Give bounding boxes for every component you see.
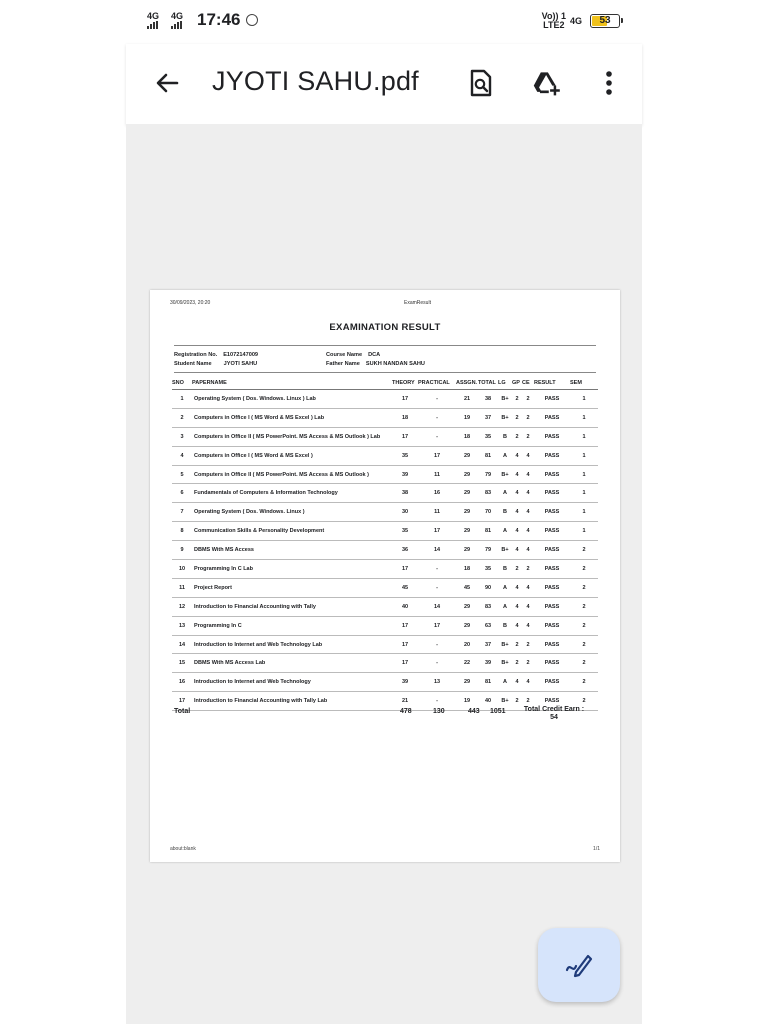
table-cell: 39 [392,465,418,484]
edit-pen-icon [564,948,594,983]
col-gp: GP [512,380,522,390]
table-cell: Computers in Office I ( MS Word & MS Excel ) [192,446,392,465]
col-theory: THEORY [392,380,418,390]
table-cell: B [498,503,512,522]
table-cell: 1 [570,503,598,522]
signal-sim2-icon: 4G [171,12,189,29]
find-in-page-icon[interactable] [466,68,496,98]
table-cell: 1 [570,522,598,541]
table-cell: 29 [456,465,478,484]
table-row [172,597,598,616]
table-cell: 13 [418,673,456,692]
table-cell: 16 [172,673,192,692]
table-cell: 4 [512,484,522,503]
table-cell: PASS [534,408,570,427]
network-type-icon: 4G [569,15,582,26]
table-cell: 2 [570,635,598,654]
table-cell: PASS [534,560,570,579]
print-page-title: ExamResult [404,300,431,306]
table-cell: PASS [534,692,570,711]
table-cell: 16 [418,484,456,503]
table-cell: 3 [172,427,192,446]
table-cell: 14 [418,597,456,616]
table-cell: - [418,408,456,427]
table-cell: Introduction to Financial Accounting with Tally [192,597,392,616]
table-cell: 19 [456,692,478,711]
print-footer-page: 1/1 [593,846,600,852]
table-cell: - [418,427,456,446]
table-cell: Operating System ( Dos. Windows. Linux ) Lab [192,390,392,409]
table-cell: 4 [522,578,534,597]
table-cell: 2 [172,408,192,427]
table-cell: 17 [392,427,418,446]
table-cell: 45 [456,578,478,597]
table-cell: A [498,522,512,541]
table-cell: Programming In C [192,616,392,635]
table-cell: 2 [512,408,522,427]
table-cell: 17 [418,446,456,465]
table-cell: 18 [456,427,478,446]
table-cell: A [498,484,512,503]
table-cell: 39 [392,673,418,692]
table-cell: 79 [478,465,498,484]
table-header [172,380,598,390]
table-cell: B+ [498,390,512,409]
col-practical: PRACTICAL [418,380,456,390]
table-cell: 10 [172,560,192,579]
table-cell: PASS [534,597,570,616]
table-cell: 19 [456,408,478,427]
table-cell: 2 [570,578,598,597]
status-bar [0,0,768,44]
table-cell: 4 [522,541,534,560]
table-cell: 18 [456,560,478,579]
table-cell: Introduction to Internet and Web Technology Lab [192,635,392,654]
table-row [172,654,598,673]
total-label: Total [174,708,191,715]
col-ce: CE [522,380,534,390]
table-cell: 35 [478,560,498,579]
drive-add-icon[interactable] [532,68,562,98]
table-cell: 81 [478,673,498,692]
col-sem: SEM [570,380,598,390]
table-cell: 4 [512,673,522,692]
table-cell: PASS [534,522,570,541]
table-cell: - [418,635,456,654]
table-cell: 17 [418,522,456,541]
student-info: Student Name JYOTI SAHU [174,361,258,367]
table-row [172,427,598,446]
table-cell: 22 [456,654,478,673]
table-row [172,446,598,465]
table-cell: - [418,390,456,409]
course-info: Course Name DCA [326,352,381,358]
table-cell: 21 [392,692,418,711]
table-cell: 17 [392,635,418,654]
table-cell: 18 [392,408,418,427]
table-cell: 45 [392,578,418,597]
table-cell: 35 [478,427,498,446]
table-cell: 4 [522,597,534,616]
table-cell: 6 [172,484,192,503]
table-cell: 21 [456,390,478,409]
battery-icon [590,14,620,28]
table-cell: 4 [512,446,522,465]
table-row [172,673,598,692]
table-cell: A [498,597,512,616]
table-cell: 17 [392,560,418,579]
table-cell: 20 [456,635,478,654]
table-cell: 2 [570,692,598,711]
table-cell: 29 [456,541,478,560]
table-cell: 4 [522,673,534,692]
col-assgn: ASSGN. [456,380,478,390]
table-cell: A [498,578,512,597]
table-cell: 17 [172,692,192,711]
table-row [172,390,598,409]
volte-indicator: Vo)) 1 LTE2 [541,11,566,30]
table-cell: 2 [522,692,534,711]
table-cell: 2 [522,390,534,409]
table-cell: - [418,560,456,579]
table-cell: 4 [522,446,534,465]
table-cell: 2 [522,654,534,673]
table-cell: 29 [456,484,478,503]
table-cell: 1 [570,484,598,503]
table-cell: PASS [534,484,570,503]
table-cell: 14 [418,541,456,560]
table-cell: 2 [570,654,598,673]
table-row [172,578,598,597]
total-total: 1051 [490,708,506,715]
table-cell: 4 [522,503,534,522]
table-cell: 39 [478,654,498,673]
pdf-viewer[interactable] [126,124,642,1024]
table-cell: 1 [570,465,598,484]
table-row [172,503,598,522]
table-cell: 36 [392,541,418,560]
table-cell: B+ [498,654,512,673]
total-credit: Total Credit Earn : 54 [523,706,585,721]
table-cell: 29 [456,616,478,635]
table-cell: Computers in Office I ( MS Word & MS Excel ) Lab [192,408,392,427]
table-cell: A [498,673,512,692]
table-cell: 2 [522,560,534,579]
table-cell: Computers in Office II ( MS PowerPoint. MS Access & MS Outlook ) [192,465,392,484]
table-cell: B [498,427,512,446]
table-cell: - [418,578,456,597]
table-cell: B [498,616,512,635]
table-cell: - [418,654,456,673]
table-cell: Introduction to Financial Accounting with Tally Lab [192,692,392,711]
table-cell: PASS [534,635,570,654]
table-row [172,616,598,635]
total-theory: 478 [400,708,412,715]
table-cell: 1 [570,408,598,427]
table-cell: 63 [478,616,498,635]
table-row [172,560,598,579]
table-cell: 2 [512,635,522,654]
table-cell: 5 [172,465,192,484]
table-cell: 17 [392,616,418,635]
print-footer-url: about:blank [170,846,196,852]
table-cell: 30 [392,503,418,522]
table-cell: 4 [512,465,522,484]
father-info: Father Name SUKH NANDAN SAHU [326,361,425,367]
col-sno: SNO [172,380,192,390]
table-cell: 17 [418,616,456,635]
table-cell: 7 [172,503,192,522]
table-cell: 9 [172,541,192,560]
table-cell: 4 [512,503,522,522]
pdf-page [150,290,620,862]
table-cell: 2 [512,390,522,409]
table-cell: 14 [172,635,192,654]
table-cell: 1 [570,427,598,446]
table-cell: 11 [172,578,192,597]
table-cell: PASS [534,446,570,465]
table-cell: B+ [498,635,512,654]
back-arrow-icon[interactable] [152,68,182,98]
app-bar [126,44,642,125]
table-cell: Introduction to Internet and Web Technology [192,673,392,692]
table-row [172,408,598,427]
table-cell: 38 [392,484,418,503]
table-cell: PASS [534,465,570,484]
col-result: RESULT [534,380,570,390]
table-cell: 2 [512,692,522,711]
table-cell: 29 [456,673,478,692]
table-cell: 37 [478,635,498,654]
table-cell: 81 [478,446,498,465]
table-cell: 70 [478,503,498,522]
table-cell: B [498,560,512,579]
table-cell: Communication Skills & Personality Development [192,522,392,541]
table-cell: 35 [392,522,418,541]
table-cell: 83 [478,597,498,616]
table-cell: 4 [522,522,534,541]
table-cell: 4 [172,446,192,465]
edit-fab-button[interactable] [538,928,620,1002]
table-cell: 38 [478,390,498,409]
table-cell: Project Report [192,578,392,597]
table-cell: 81 [478,522,498,541]
document-title: JYOTI SAHU.pdf [212,66,419,96]
divider [174,345,596,346]
table-cell: B+ [498,541,512,560]
table-cell: - [418,692,456,711]
table-cell: 1 [172,390,192,409]
table-cell: 4 [512,522,522,541]
table-cell: 1 [570,446,598,465]
table-cell: 40 [478,692,498,711]
col-paper: PAPERNAME [192,380,392,390]
table-cell: DBMS With MS Access Lab [192,654,392,673]
registration-info: Registration No. E1072147009 [174,352,259,358]
table-cell: 2 [522,408,534,427]
table-cell: 29 [456,597,478,616]
print-date: 30/09/2023, 20:20 [170,300,211,306]
table-cell: Operating System ( Dos. Windows. Linux ) [192,503,392,522]
table-cell: 4 [512,541,522,560]
table-cell: Fundamentals of Computers & Information Technology [192,484,392,503]
table-cell: B+ [498,465,512,484]
table-cell: PASS [534,390,570,409]
clock: 17:46 [197,10,241,29]
table-cell: 17 [392,654,418,673]
total-assgn: 443 [468,708,480,715]
table-cell: 79 [478,541,498,560]
table-cell: 90 [478,578,498,597]
table-cell: DBMS With MS Access [192,541,392,560]
table-cell: 29 [456,522,478,541]
table-row [172,484,598,503]
table-cell: 2 [570,597,598,616]
divider [174,372,596,373]
table-row [172,522,598,541]
table-cell: 35 [392,446,418,465]
total-practical: 130 [433,708,445,715]
table-cell: 12 [172,597,192,616]
table-cell: 4 [522,616,534,635]
table-cell: 4 [512,597,522,616]
table-cell: 2 [570,560,598,579]
table-cell: 2 [570,616,598,635]
table-cell: PASS [534,616,570,635]
table-cell: 4 [522,484,534,503]
table-cell: 40 [392,597,418,616]
table-cell: 4 [512,578,522,597]
table-cell: 2 [570,541,598,560]
table-cell: 2 [570,673,598,692]
table-cell: 8 [172,522,192,541]
exam-title: EXAMINATION RESULT [329,322,441,333]
table-cell: 13 [172,616,192,635]
table-cell: PASS [534,541,570,560]
table-cell: 1 [570,390,598,409]
table-cell: PASS [534,654,570,673]
table-cell: 15 [172,654,192,673]
table-cell: PASS [534,578,570,597]
table-row [172,541,598,560]
table-cell: Computers in Office II ( MS PowerPoint. MS Access & MS Outlook ) Lab [192,427,392,446]
col-lg: LG [498,380,512,390]
table-cell: PASS [534,673,570,692]
table-cell: 2 [512,560,522,579]
table-cell: 2 [512,427,522,446]
table-row [172,465,598,484]
table-cell: 11 [418,503,456,522]
table-cell: 4 [512,616,522,635]
whatsapp-icon [246,14,258,26]
table-cell: B+ [498,692,512,711]
battery-level: 53 [599,15,611,26]
signal-sim1-icon: 4G [147,12,165,29]
table-cell: 2 [522,635,534,654]
table-cell: PASS [534,503,570,522]
result-table [172,380,598,711]
table-cell: 11 [418,465,456,484]
table-cell: 2 [522,427,534,446]
table-cell: 29 [456,446,478,465]
table-row [172,635,598,654]
table-cell: Programming In C Lab [192,560,392,579]
table-cell: 29 [456,503,478,522]
more-vert-icon[interactable] [594,68,624,98]
table-cell: 37 [478,408,498,427]
col-total: TOTAL [478,380,498,390]
table-cell: 2 [512,654,522,673]
table-cell: B+ [498,408,512,427]
table-cell: 83 [478,484,498,503]
table-cell: 17 [392,390,418,409]
table-cell: A [498,446,512,465]
table-cell: 4 [522,465,534,484]
table-cell: PASS [534,427,570,446]
